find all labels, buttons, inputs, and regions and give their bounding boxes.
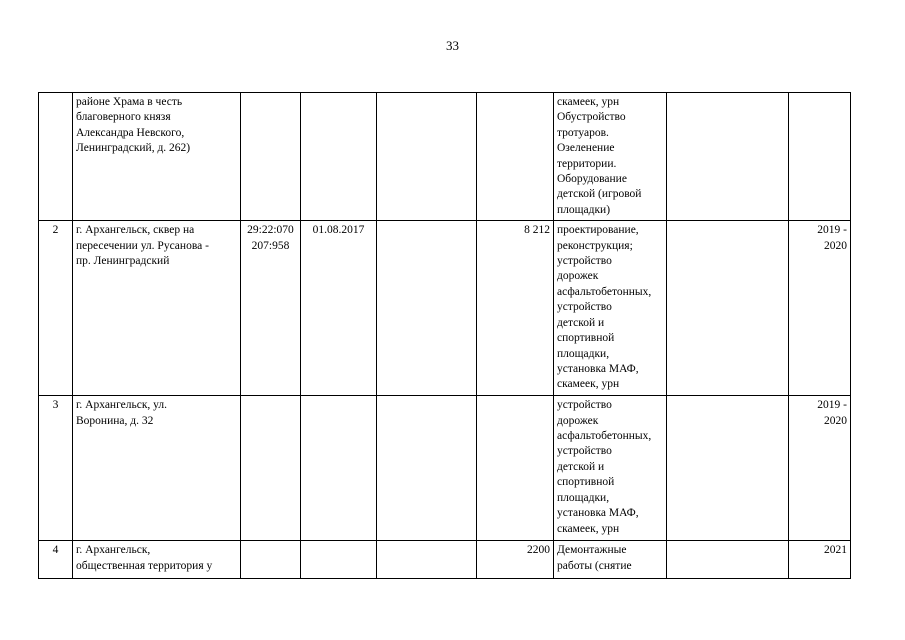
cadastral-number-cell: 29:22:070 207:958 [241, 221, 301, 396]
works-cell: скамеек, урн Обустройство тротуаров. Озеленение территории. Оборудование детской (игровой площадки) [554, 93, 667, 221]
address-cell: г. Архангельск, сквер на пересечении ул. Русанова - пр. Ленинградский [73, 221, 241, 396]
table-row [39, 396, 851, 541]
row-number: 2 [39, 221, 73, 396]
years-cell: 2019 - 2020 [789, 396, 851, 541]
date-cell: 01.08.2017 [301, 221, 377, 396]
years-cell: 2019 - 2020 [789, 221, 851, 396]
empty-cell [667, 221, 789, 396]
table-row [39, 221, 851, 396]
works-cell: устройство дорожек асфальтобетонных, устройство детской и спортивной площадки, установка МАФ, скамеек, урн [554, 396, 667, 541]
page-number: 33 [446, 38, 459, 53]
document-table [38, 92, 851, 579]
empty-cell [377, 221, 477, 396]
empty-cell [667, 541, 789, 579]
address-cell: г. Архангельск, ул. Воронина, д. 32 [73, 396, 241, 541]
empty-cell [667, 93, 789, 221]
area-cell [477, 396, 554, 541]
address-cell: районе Храма в честь благоверного князя Александра Невского, Ленинградский, д. 262) [73, 93, 241, 221]
date-cell [301, 396, 377, 541]
cadastral-number-cell [241, 93, 301, 221]
row-number: 4 [39, 541, 73, 579]
empty-cell [377, 93, 477, 221]
address-cell: г. Архангельск, общественная территория у [73, 541, 241, 579]
row-number: 3 [39, 396, 73, 541]
area-cell: 8 212 [477, 221, 554, 396]
cadastral-number-cell [241, 541, 301, 579]
empty-cell [377, 396, 477, 541]
years-cell [789, 93, 851, 221]
table-row [39, 541, 851, 579]
date-cell [301, 541, 377, 579]
area-cell [477, 93, 554, 221]
works-cell: Демонтажные работы (снятие [554, 541, 667, 579]
row-number [39, 93, 73, 221]
date-cell [301, 93, 377, 221]
years-cell: 2021 [789, 541, 851, 579]
cadastral-number-cell [241, 396, 301, 541]
empty-cell [667, 396, 789, 541]
empty-cell [377, 541, 477, 579]
table-row [39, 93, 851, 221]
works-cell: проектирование, реконструкция; устройство дорожек асфальтобетонных, устройство детской и спортивной площадки, установка МАФ, скамеек, урн [554, 221, 667, 396]
area-cell: 2200 [477, 541, 554, 579]
